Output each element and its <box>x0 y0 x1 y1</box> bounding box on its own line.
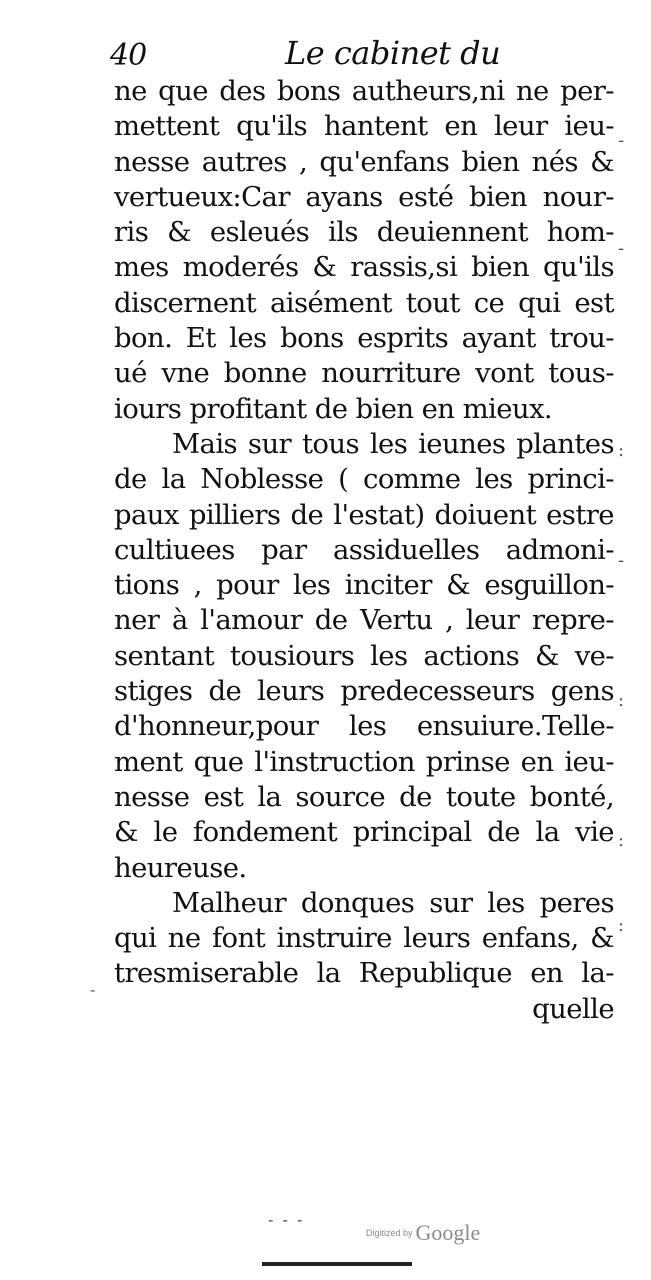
text-line: nesse autres , qu'enfans bien nés & <box>114 145 614 178</box>
page-number: 40 <box>110 38 147 73</box>
bottom-rule <box>262 1262 412 1266</box>
text-line: tresmiserable la Republique en la- <box>114 957 614 990</box>
text-line: ué vne bonne nourriture vont tous- <box>114 357 614 390</box>
text-line: Malheur donques sur les peres <box>172 886 614 919</box>
text-line: qui ne font instruire leurs enfans, & <box>114 922 614 955</box>
text-line: ris & esleués ils deuiennent hom- <box>114 216 614 249</box>
body-text <box>114 74 614 1027</box>
text-line: ne que des bons autheurs,ni ne per- <box>114 75 614 107</box>
text-line: Mais sur tous les ieunes plantes <box>172 427 614 460</box>
watermark-prefix: Digitized by <box>366 1228 413 1238</box>
text-line: iours profitant de bien en mieux. <box>114 392 553 425</box>
catchword: quelle <box>532 992 614 1025</box>
margin-specks: - - : - : : : <box>618 130 625 936</box>
digitization-watermark <box>366 1220 480 1250</box>
bottom-specks: - - - <box>268 1210 305 1229</box>
margin-speck-left: - <box>90 980 96 999</box>
text-line: & le fondement principal de la vie <box>114 816 614 849</box>
text-line: bon. Et les bons esprits ayant trou- <box>114 322 614 355</box>
text-line: d'honneur,pour les ensuiure.Telle- <box>114 710 614 743</box>
text-line: ment que l'instruction prinse en ieu- <box>114 745 614 778</box>
text-line: paux pilliers de l'estat) doiuent estre <box>114 498 614 531</box>
google-logo: Google <box>415 1220 481 1245</box>
text-line: de la Noblesse ( comme les princi- <box>114 463 614 496</box>
text-line: sentant tousiours les actions & ve- <box>114 639 614 672</box>
text-line: heureuse. <box>114 851 247 884</box>
text-line: cultiuees par assiduelles admoni- <box>114 533 614 566</box>
running-head <box>110 28 610 78</box>
text-line: tions , pour les inciter & esguillon- <box>114 569 614 602</box>
text-line: discernent aisément tout ce qui est <box>114 286 614 319</box>
text-line: vertueux:Car ayans esté bien nour- <box>114 180 614 213</box>
running-title: Le cabinet du <box>285 34 501 72</box>
text-line: nesse est la source de toute bonté, <box>114 780 614 813</box>
text-line: stiges de leurs predecesseurs gens <box>114 675 614 708</box>
text-line: ner à l'amour de Vertu , leur repre- <box>114 604 614 637</box>
text-line: mes moderés & rassis,si bien qu'ils <box>114 251 614 284</box>
text-line: mettent qu'ils hantent en leur ieu- <box>114 110 614 143</box>
